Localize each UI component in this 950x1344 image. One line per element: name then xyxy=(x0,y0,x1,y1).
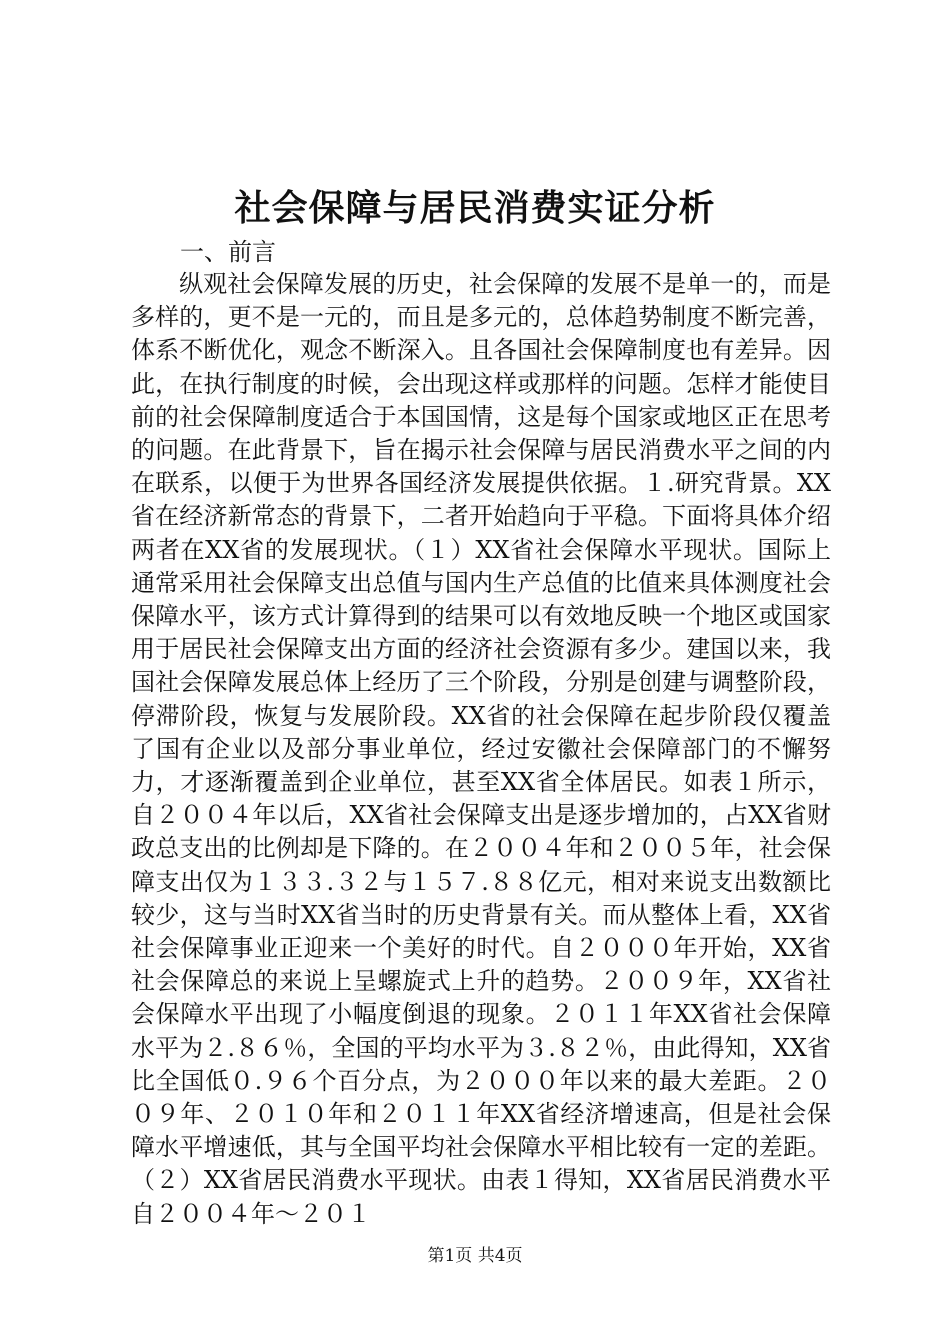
body-paragraph: 纵观社会保障发展的历史，社会保障的发展不是单一的，而是多样的，更不是一元的，而且是多元的，总体趋势制度不断完善，体系不断优化，观念不断深入。且各国社会保障制度也有差异。因此，在执行制度的时候，会出现这样或那样的问题。怎样才能使目前的社会保障制度适合于本国国情，这是每个国家或地区正在思考的问题。在此背景下，旨在揭示社会保障与居民消费水平之间的内在联系，以便于为世界各国经济发展提供依据。１.研究背景。XX省在经济新常态的背景下，二者开始趋向于平稳。下面将具体介绍两者在XX省的发展现状。（１）XX省社会保障水平现状。国际上通常采用社会保障支出总值与国内生产总值的比值来具体测度社会保障水平，该方式计算得到的结果可以有效地反映一个地区或国家用于居民社会保障支出方面的经济社会资源有多少。建国以来，我国社会保障发展总体上经历了三个阶段，分别是创建与调整阶段，停滞阶段，恢复与发展阶段。XX省的社会保障在起步阶段仅覆盖了国有企业以及部分事业单位，经过安徽社会保障部门的不懈努力，才逐渐覆盖到企业单位，甚至XX省全体居民。如表１所示，自２００４年以后，XX省社会保障支出是逐步增加的，占XX省财政总支出的比例却是下降的。在２００４年和２００５年，社会保障支出仅为１３３.３２与１５７.８８亿元，相对来说支出数额比较少，这与当时XX省当时的历史背景有关。而从整体上看，XX省社会保障事业正迎来一个美好的时代。自２０００年开始，XX省社会保障总的来说上呈螺旋式上升的趋势。２００９年，XX省社会保障水平出现了小幅度倒退的现象。２０１１年XX省社会保障水平为２.８６％，全国的平均水平为３.８２％，由此得知，XX省比全国低０.９６个百分点，为２０００年以来的最大差距。２００９年、２０１０年和２０１１年XX省经济增速高，但是社会保障水平增速低，其与全国平均社会保障水平相比较有一定的差距。（２）XX省居民消费水平现状。由表１得知，XX省居民消费水平自２００４年～２０１ xyxy=(131,270,831,1228)
section-heading: 一、前言 xyxy=(180,238,276,266)
document-title: 社会保障与居民消费实证分析 xyxy=(234,187,716,229)
page-footer: 第1页 共4页 xyxy=(427,1246,523,1266)
